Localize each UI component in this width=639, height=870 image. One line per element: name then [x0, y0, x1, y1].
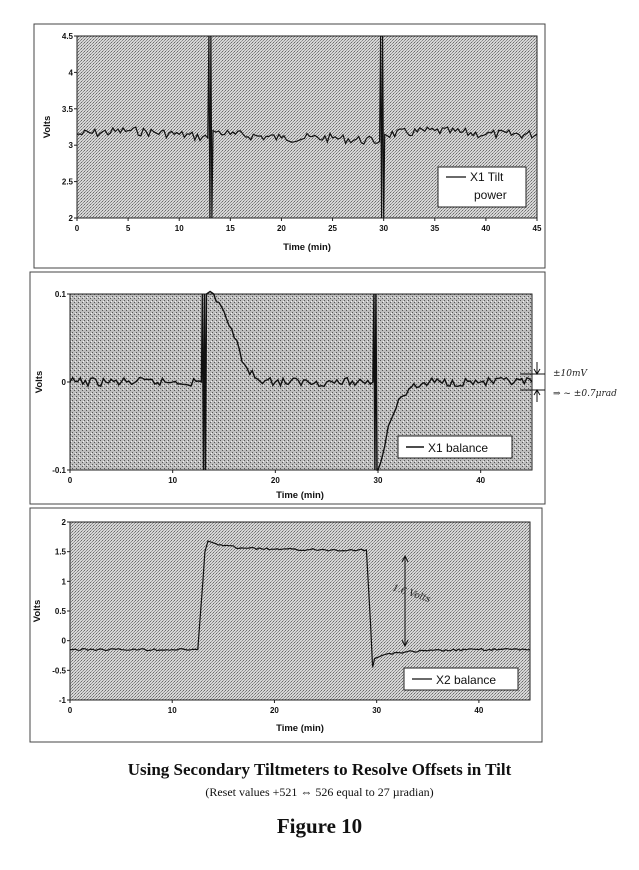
annotation-offset: 1.6 Volts	[391, 583, 432, 606]
chart-x1-tilt-power	[42, 32, 542, 253]
legend-entry: X2 balance	[436, 673, 497, 687]
x-tick-label: 40	[481, 224, 491, 233]
y-tick-label: 2	[68, 214, 73, 223]
y-tick-label: 0.1	[54, 290, 66, 299]
legend-entry: X1 Tilt	[470, 170, 504, 184]
x-tick-label: 30	[372, 706, 382, 715]
annotation-equivalent: ⇒ ~ ±0.7μrad	[553, 389, 617, 399]
x-tick-label: 40	[474, 706, 484, 715]
x-tick-label: 30	[379, 224, 389, 233]
x-tick-label: 40	[476, 476, 486, 485]
y-tick-label: 1.5	[54, 547, 66, 557]
y-tick-label: 0.5	[54, 607, 66, 616]
x-axis-label: Time (min)	[283, 242, 331, 253]
y-tick-label: 3	[68, 141, 73, 151]
chart-x1-balance	[34, 290, 617, 501]
y-tick-label: 1	[61, 577, 66, 587]
y-tick-label: -1	[58, 696, 66, 705]
figure-number: Figure 10	[276, 814, 363, 838]
y-tick-label: 4	[68, 68, 73, 78]
x-tick-label: 0	[67, 706, 73, 715]
y-tick-label: -0.5	[52, 666, 66, 676]
legend	[404, 668, 518, 690]
y-tick-label: 4.5	[61, 32, 73, 41]
x-tick-label: 35	[430, 224, 440, 233]
x-axis-label: Time (min)	[276, 723, 324, 734]
y-tick-label: 3.5	[61, 104, 73, 114]
annotation-range: ±10mV	[553, 369, 588, 379]
x-tick-label: 20	[269, 706, 279, 715]
y-axis-label: Volts	[32, 599, 43, 623]
legend-entry: X1 balance	[428, 441, 489, 455]
y-tick-label: 2.5	[61, 177, 73, 187]
x-tick-label: 20	[276, 224, 286, 233]
x-tick-label: 30	[373, 476, 383, 485]
y-tick-label: 0	[61, 378, 66, 387]
legend	[398, 436, 512, 458]
figure-subtitle: (Reset values +521 ⇔ 526 equal to 27 µradian)	[205, 785, 434, 799]
x-tick-label: 10	[167, 706, 177, 715]
legend-entry: power	[474, 188, 507, 202]
x-tick-label: 0	[67, 476, 73, 485]
x-tick-label: 25	[328, 224, 338, 233]
y-tick-label: -0.1	[52, 466, 66, 475]
x-tick-label: 45	[532, 224, 542, 233]
x-tick-label: 5	[125, 224, 131, 233]
legend	[438, 167, 526, 207]
chart-x2-balance	[32, 518, 530, 734]
y-axis-label: Volts	[34, 370, 45, 394]
x-tick-label: 10	[168, 476, 178, 485]
figure-title: Using Secondary Tiltmeters to Resolve Offsets in Tilt	[127, 760, 512, 779]
x-tick-label: 10	[174, 224, 184, 233]
x-tick-label: 15	[225, 224, 235, 233]
x-tick-label: 20	[270, 476, 280, 485]
y-tick-label: 0	[61, 636, 66, 646]
x-axis-label: Time (min)	[276, 490, 324, 501]
y-axis-label: Volts	[42, 115, 53, 139]
y-tick-label: 2	[61, 518, 66, 527]
x-tick-label: 0	[74, 224, 80, 233]
